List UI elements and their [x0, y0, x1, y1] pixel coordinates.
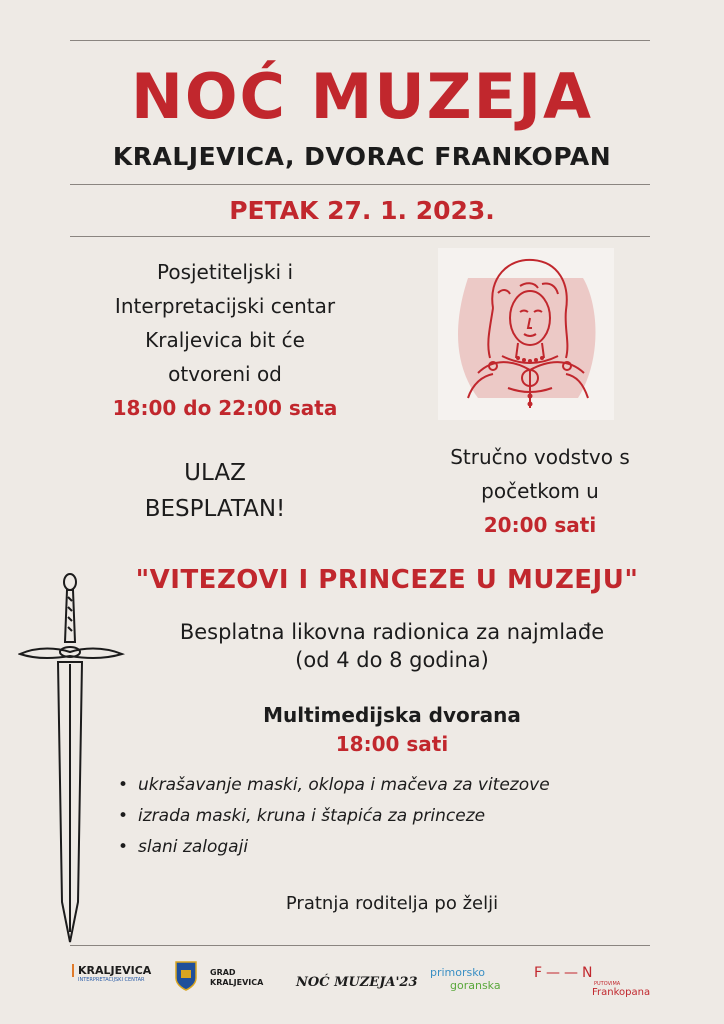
- divider-1: [70, 184, 650, 185]
- parents-note: Pratnja roditelja po želji: [285, 893, 499, 914]
- guide-line: početkom u: [481, 479, 599, 503]
- top-rule: [70, 40, 650, 41]
- frankopan-mark: F——N: [534, 965, 597, 981]
- frankopan-sub1: PUTOVIMA: [594, 981, 621, 987]
- guided-tour-info: [400, 440, 680, 542]
- portrait-illustration: [438, 248, 614, 420]
- workshop-age: (od 4 do 8 godina): [295, 648, 489, 672]
- visitor-line: otvoreni od: [168, 362, 282, 386]
- pg-label-1: primorsko: [430, 966, 485, 979]
- event-title: NOĆ MUZEJA: [130, 60, 594, 133]
- workshop-time: 18:00 sati: [335, 732, 449, 756]
- opening-hours: 18:00 do 22:00 sata: [112, 396, 338, 420]
- grad-label: GRAD: [210, 968, 236, 977]
- visitor-center-info: [70, 255, 380, 425]
- frankopan-sub2: Frankopana: [592, 987, 651, 998]
- event-date: PETAK 27. 1. 2023.: [229, 196, 495, 225]
- workshop-room: Multimedijska dvorana: [263, 703, 521, 727]
- list-item: • ukrašavanje maski, oklopa i mačeva za vitezove: [118, 770, 550, 801]
- list-item: • izrada maski, kruna i štapića za princeze: [118, 801, 550, 832]
- visitor-line: Posjetiteljski i: [157, 260, 293, 284]
- visitor-line: Interpretacijski centar: [114, 294, 336, 318]
- logo-grad-kraljevica: [174, 958, 274, 994]
- list-item: • slani zalogaji: [118, 832, 550, 863]
- logo-kraljevica-subtext: INTERPRETACIJSKI CENTAR: [78, 977, 145, 983]
- city-crest-icon: [174, 960, 198, 992]
- pg-label-2: goranska: [450, 979, 501, 992]
- divider-2: [70, 236, 650, 237]
- free-entry: [100, 455, 330, 527]
- logo-noc-muzeja: NOĆ MUZEJA'23: [296, 975, 418, 990]
- guide-line: Stručno vodstvo s: [450, 445, 630, 469]
- logo-putovima-frankopana: [534, 965, 654, 998]
- logo-kraljevica-text: KRALJEVICA: [72, 964, 152, 977]
- workshop-description: [60, 618, 724, 674]
- workshop-desc-line: Besplatna likovna radionica za najmlađe: [179, 620, 605, 644]
- logo-primorsko-goranska: [430, 966, 501, 992]
- entry-line: BESPLATAN!: [144, 496, 286, 522]
- entry-line: ULAZ: [184, 460, 246, 486]
- visitor-line: Kraljevica bit će: [145, 328, 305, 352]
- woman-portrait-icon: [438, 248, 614, 420]
- logo-kraljevica-centre: [72, 958, 152, 983]
- activities-list: [118, 770, 550, 863]
- footer-rule: [70, 945, 650, 946]
- guide-time: 20:00 sati: [483, 513, 597, 537]
- event-location: KRALJEVICA, DVORAC FRANKOPAN: [112, 142, 612, 171]
- workshop-title: "VITEZOVI I PRINCEZE U MUZEJU": [135, 565, 639, 595]
- kraljevica-label: KRALJEVICA: [210, 978, 264, 987]
